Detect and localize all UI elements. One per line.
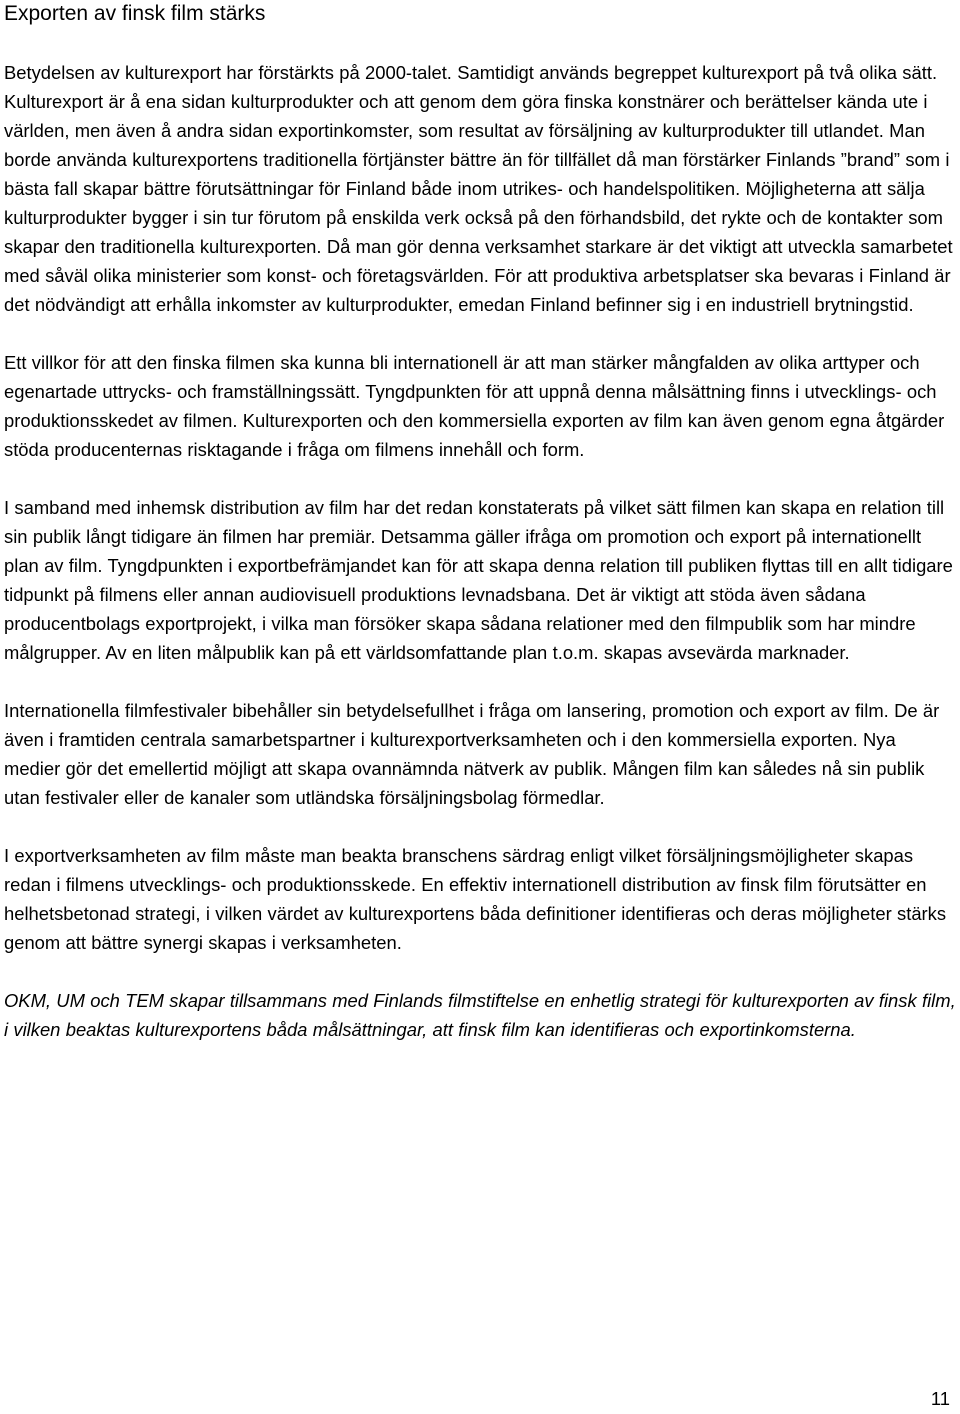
paragraph-film-festivals: Internationella filmfestivaler bibehåller sin betydelsefullhet i fråga om lansering, promotion och export av film. De är även i framtiden centrala samarbetspartner i kulturexportverksamheten och i den kommersiella exporten. Nya medier gör det emellertid möjligt att skapa ovannämnda nätverk av publik. Mången film kan således nå sin publik utan festivaler eller de kanaler som utländska försäljningsbolag förmedlar. [4,700,940,808]
paragraph-cultural-export: Betydelsen av kulturexport har förstärkts på 2000-talet. Samtidigt används begreppet kulturexport på två olika sätt. Kulturexport är å ena sidan kulturprodukter och att genom dem göra finska konstnärer och berättelser kända ute i världen, men även å andra sidan exportinkomster, som resultat av försäljning av kulturprodukter till utlandet. Man borde använda kulturexportens traditionella förtjänster bättre än för tillfället då man förstärker Finlands ”brand” som i bästa fall skapar bättre förutsättningar för Finland både inom utrikes- och handelspolitiken. Möjligheterna att sälja kulturprodukter bygger i sin tur förutom på enskilda verk också på den förhandsbild, det rykte och de kontakter som skapar den traditionella kulturexporten. Då man gör denna verksamhet starkare är det viktigt att utveckla samarbetet med såväl olika ministerier som konst- och företagsvärlden. För att produktiva arbetsplatser ska bevaras i Finland är det nödvändigt att erhålla inkomster av kulturprodukter, emedan Finland befinner sig i en industriell brytningstid. [4,62,953,315]
document-body [4,58,956,1073]
section-title: Exporten av finsk film stärks [4,2,266,25]
paragraph-export-strategy: I exportverksamheten av film måste man beakta branschens särdrag enligt vilket försäljningsmöjligheter skapas redan i filmens utvecklings- och produktionsskede. En effektiv internationell distribution av finsk film förutsätter en helhetsbetonad strategi, i vilken värdet av kulturexportens båda definitioner identifieras och deras möjligheter stärks genom att bättre synergi skapas i verksamheten. [4,845,947,953]
paragraph-ministry-strategy: OKM, UM och TEM skapar tillsammans med Finlands filmstiftelse en enhetlig strategi för kulturexporten av finsk film, i vilken beaktas kulturexportens båda målsättningar, att finsk film kan identifieras och exportinkomsterna. [4,990,956,1040]
page-number: 11 [930,1388,950,1409]
paragraph-international-film: Ett villkor för att den finska filmen ska kunna bli internationell är att man stärker mångfalden av olika arttyper och egenartade uttrycks- och framställningssätt. Tyngdpunkten för att uppnå denna målsättning finns i utvecklings- och produktionsskedet av filmen. Kulturexporten och den kommersiella exporten av film kan även genom egna åtgärder stöda producenternas risktagande i fråga om filmens innehåll och form. [4,352,945,460]
paragraph-domestic-distribution: I samband med inhemsk distribution av film har det redan konstaterats på vilket sätt filmen kan skapa en relation till sin publik långt tidigare än filmen har premiär. Detsamma gäller ifråga om promotion och export på internationellt plan av film. Tyngdpunkten i exportbefrämjandet kan för att skapa denna relation till publiken flyttas till en allt tidigare tidpunkt på filmens eller annan audiovisuell produktions levnadsbana. Det är viktigt att stöda även sådana producentbolags exportprojekt, i vilka man försöker skapa sådana relationer med den filmpublik som har mindre målgrupper. Av en liten målpublik kan på ett världsomfattande plan t.o.m. skapas avsevärda marknader. [4,497,953,663]
